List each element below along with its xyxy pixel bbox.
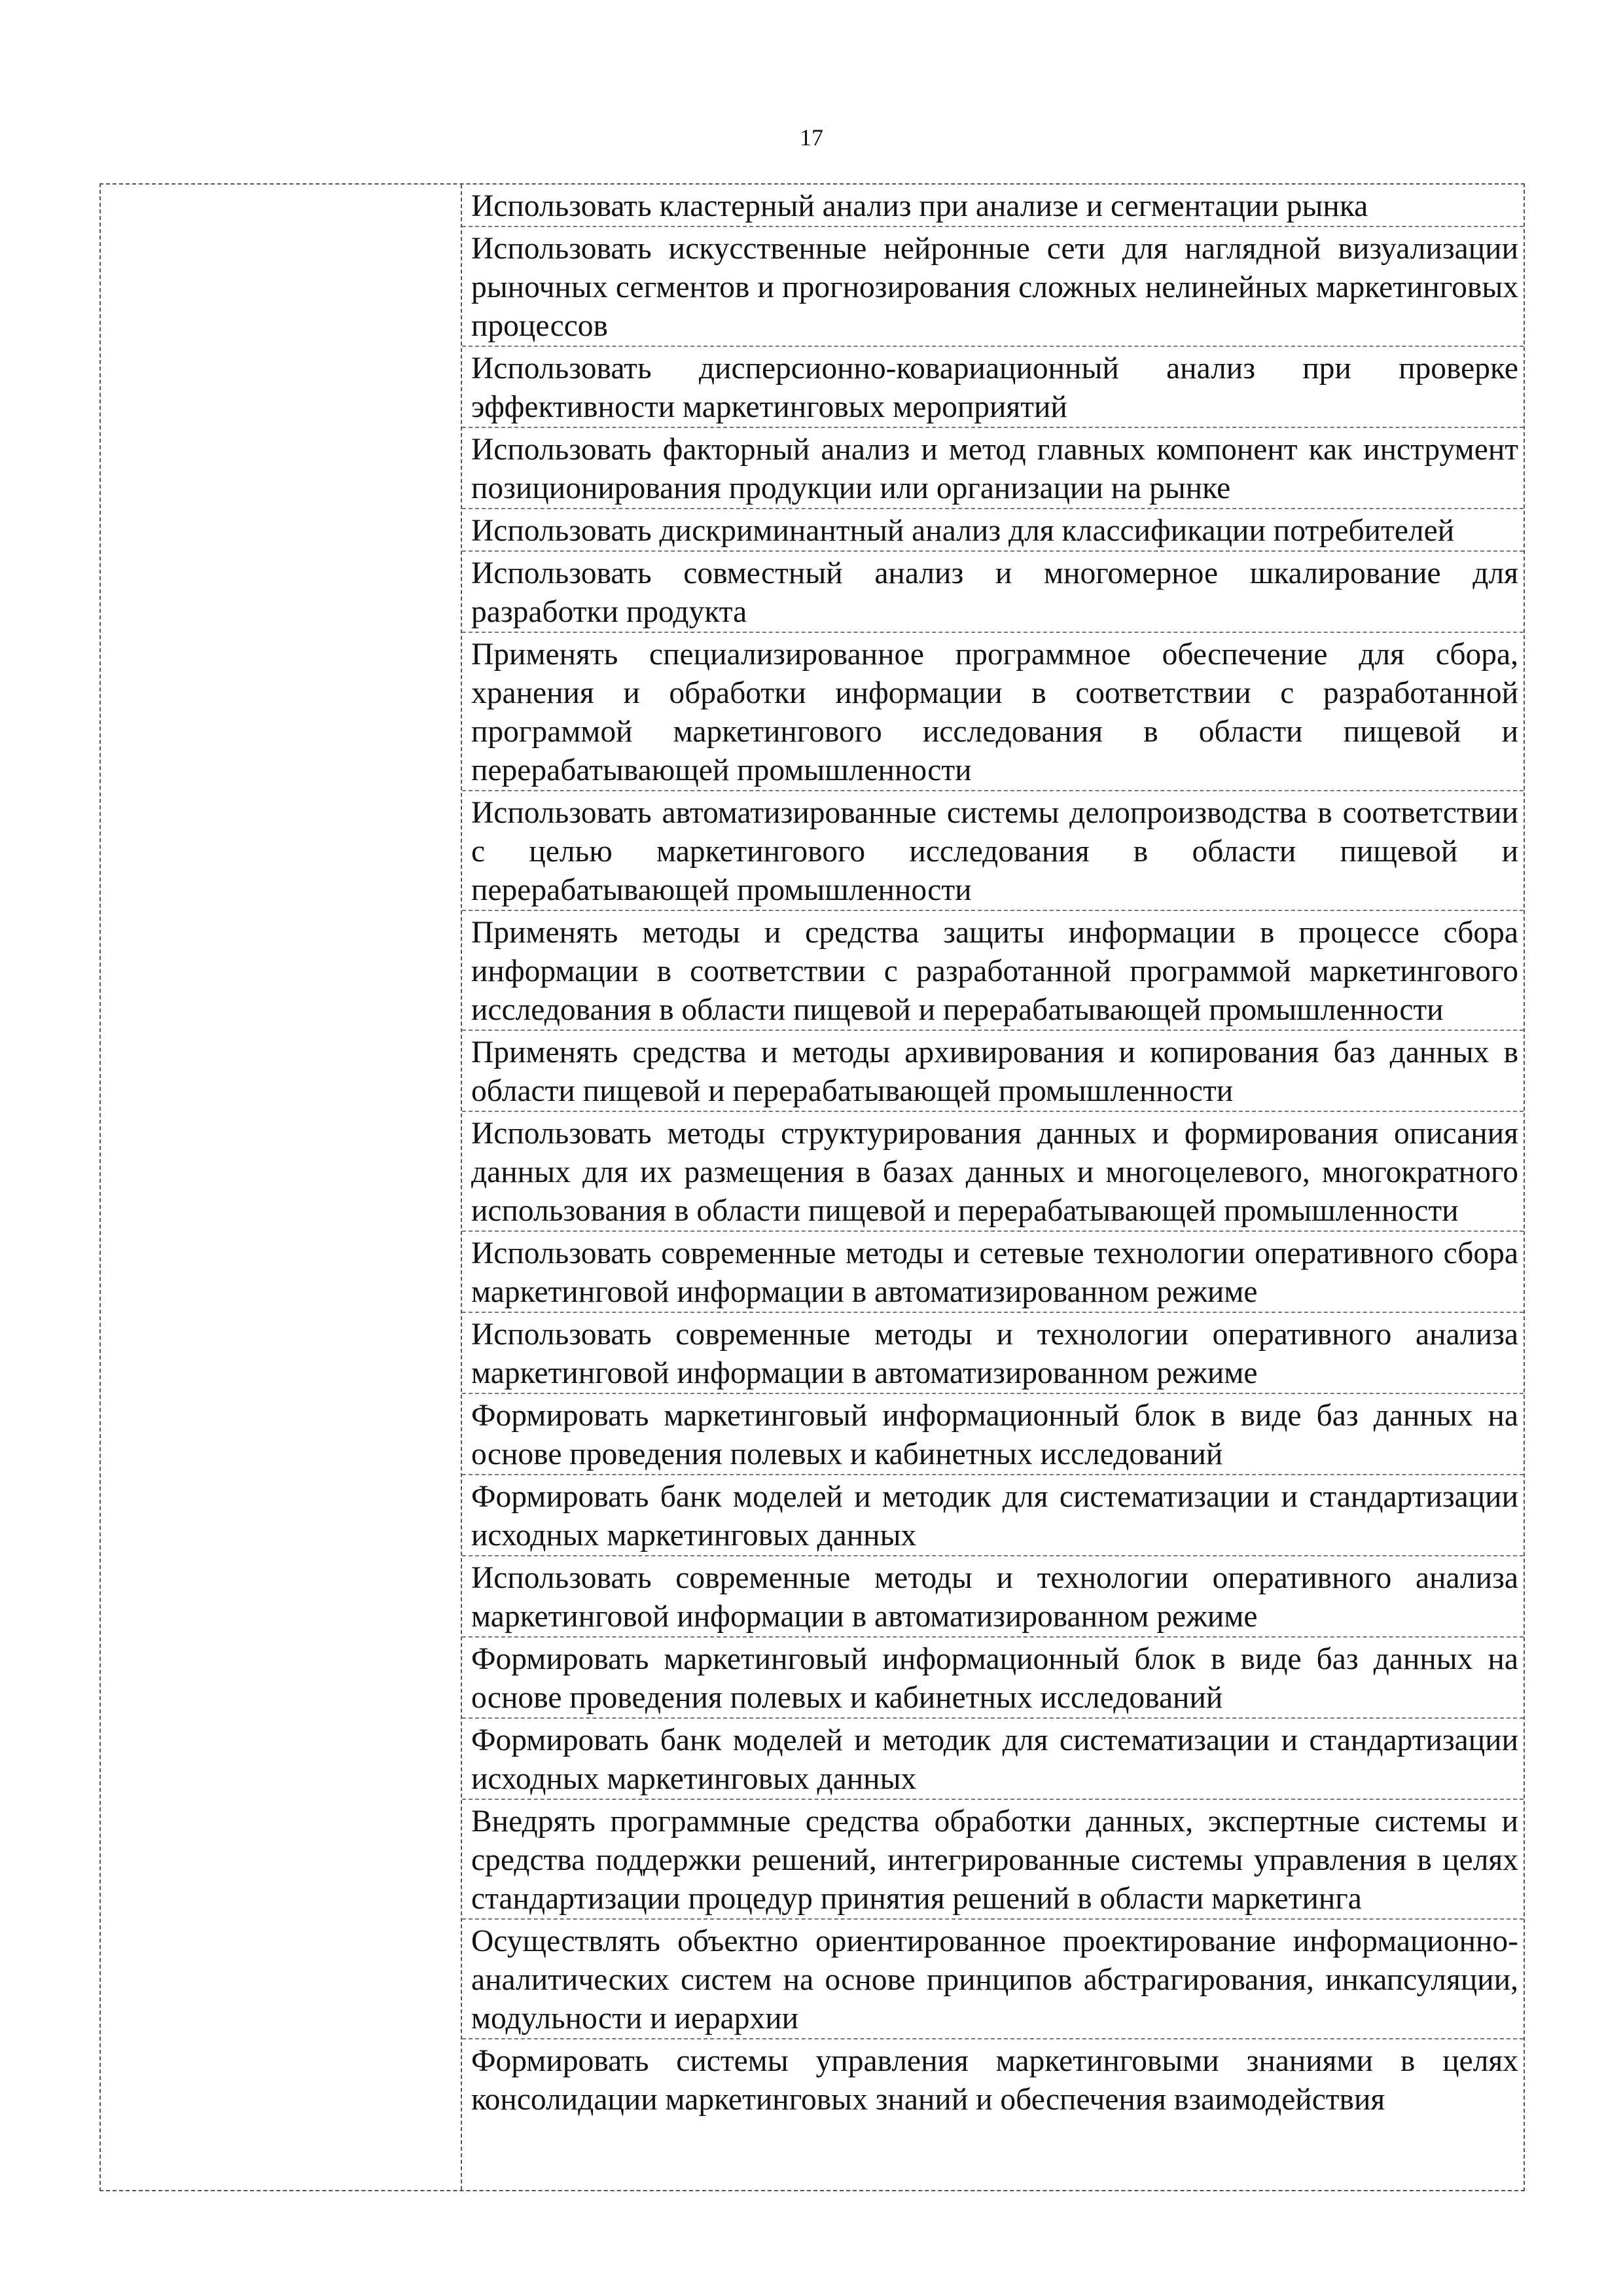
table-cell: Формировать банк моделей и методик для систематизации и стандартизации исходных маркетинговых данных: [462, 1719, 1524, 1800]
page-number: 17: [800, 124, 823, 151]
table-cell: Использовать факторный анализ и метод главных компонент как инструмент позиционирования продукции или организации на рынке: [462, 428, 1524, 509]
table-cell: Использовать совместный анализ и многомерное шкалирование для разработки продукта: [462, 552, 1524, 633]
table-cell: Формировать банк моделей и методик для систематизации и стандартизации исходных маркетинговых данных: [462, 1475, 1524, 1556]
table-cell: Формировать маркетинговый информационный блок в виде баз данных на основе проведения полевых и кабинетных исследований: [462, 1638, 1524, 1719]
table-cell: Использовать искусственные нейронные сети для наглядной визуализации рыночных сегментов и прогнозирования сложных нелинейных маркетинговых процессов: [462, 227, 1524, 347]
table-cell: Использовать кластерный анализ при анализе и сегментации рынка: [462, 185, 1524, 227]
table-cell: Применять методы и средства защиты информации в процессе сбора информации в соответствии с разработанной программой маркетингового исследования в области пищевой и перерабатывающей промышленности: [462, 911, 1524, 1031]
table-cell: Использовать автоматизированные системы делопроизводства в соответствии с целью маркетингового исследования в области пищевой и перерабатывающей промышленности: [462, 791, 1524, 911]
table-left-column: [101, 185, 462, 2190]
table-cell: Использовать современные методы и технологии оперативного анализа маркетинговой информации в автоматизированном режиме: [462, 1313, 1524, 1394]
table-cell: Формировать маркетинговый информационный блок в виде баз данных на основе проведения полевых и кабинетных исследований: [462, 1394, 1524, 1475]
table-cell: Формировать системы управления маркетинговыми знаниями в целях консолидации маркетинговых знаний и обеспечения взаимодействия: [471, 2044, 1518, 2117]
table-cell: Осуществлять объектно ориентированное проектирование информационно-аналитических систем на основе принципов абстрагирования, инкапсуляции, модульности и иерархии: [462, 1920, 1524, 2039]
table-cell: Использовать дисперсионно-ковариационный анализ при проверке эффективности маркетинговых мероприятий: [462, 347, 1524, 428]
table-cell: Использовать дискриминантный анализ для классификации потребителей: [462, 509, 1524, 552]
skills-table: [99, 183, 1525, 2191]
table-cell: Применять специализированное программное обеспечение для сбора, хранения и обработки информации в соответствии с разработанной программой маркетингового исследования в области пищевой и перерабатывающей промышленности: [462, 633, 1524, 791]
table-cell: Внедрять программные средства обработки данных, экспертные системы и средства поддержки решений, интегрированные системы управления в целях стандартизации процедур принятия решений в области маркетинга: [462, 1800, 1524, 1920]
table-cell: Использовать методы структурирования данных и формирования описания данных для их размещения в базах данных и многоцелевого, многократного использования в области пищевой и перерабатывающей промышленности: [462, 1112, 1524, 1232]
table-cell: Использовать современные методы и технологии оперативного анализа маркетинговой информации в автоматизированном режиме: [462, 1556, 1524, 1638]
table-right-column: [462, 185, 1524, 2190]
table-cell: Применять средства и методы архивирования и копирования баз данных в области пищевой и перерабатывающей промышленности: [462, 1031, 1524, 1112]
table-cell: Использовать современные методы и сетевые технологии оперативного сбора маркетинговой информации в автоматизированном режиме: [462, 1232, 1524, 1313]
